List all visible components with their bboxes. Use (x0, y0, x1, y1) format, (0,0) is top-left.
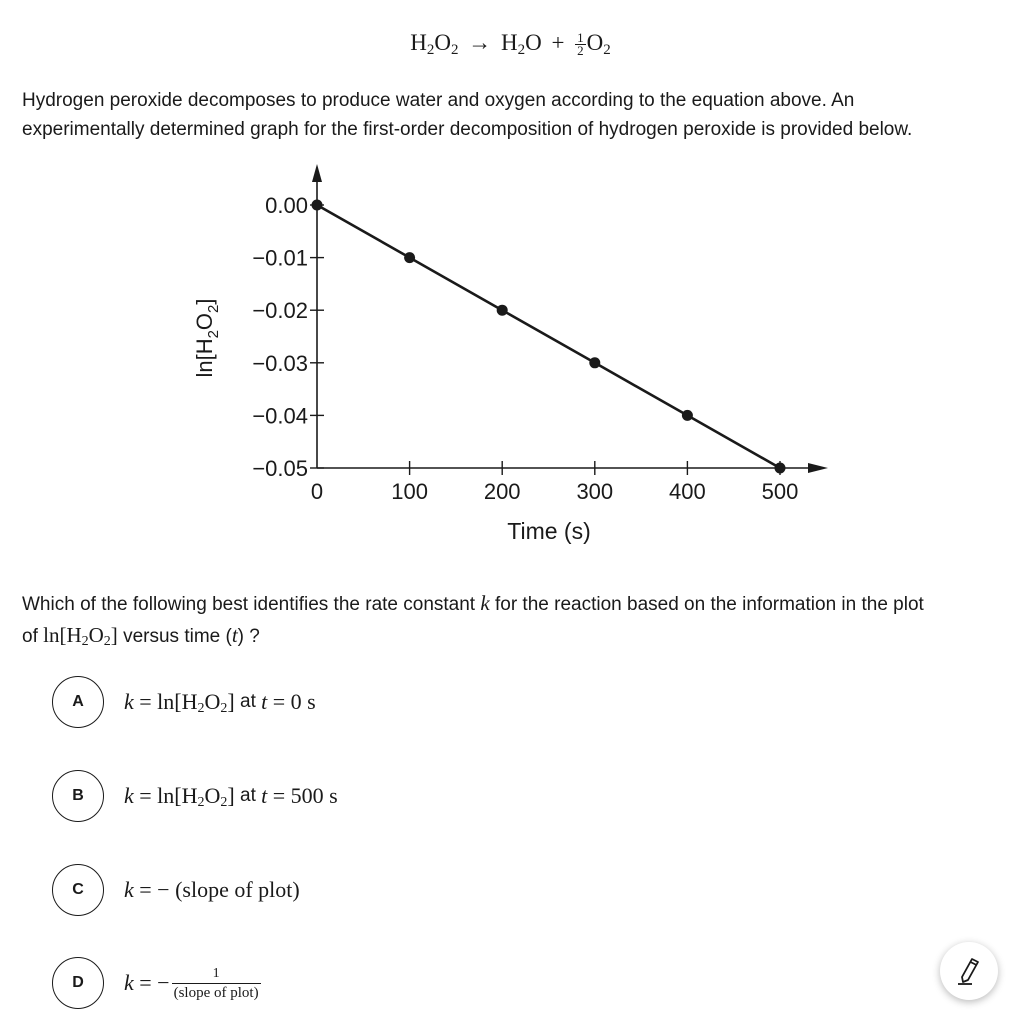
y-tick-label: −0.01 (252, 245, 308, 271)
x-axis-arrow (808, 463, 828, 473)
x-tick-label: 100 (391, 479, 428, 504)
option-d-text: k = − $\frac{1}{\text{(slope of plot)}}$ (124, 965, 259, 1001)
data-point (589, 357, 600, 368)
ln-h2o2-vs-time-chart (0, 150, 1021, 570)
option-b-text: $k = \ln[H_2O_2]$ at t = 500 s (124, 783, 338, 810)
y-axis-arrow (312, 164, 322, 182)
y-tick-label: 0.00 (265, 193, 308, 218)
option-d-letter[interactable]: D (52, 957, 104, 1009)
option-d-fraction: $\frac{1}{\text{(slope of plot)}}$ (173, 965, 259, 1001)
option-c[interactable] (52, 862, 300, 918)
option-a-letter[interactable]: A (52, 676, 104, 728)
x-tick-label: 300 (576, 479, 614, 504)
option-b-letter[interactable]: B (52, 770, 104, 822)
option-a[interactable] (52, 674, 316, 730)
data-point (775, 463, 786, 474)
data-point (682, 410, 693, 421)
option-a-text: $k = \ln[H_2O_2]$ at t = 0 s (124, 689, 316, 716)
reaction-equation: $H_2O_2 \to H_2O$ + $\frac{1}{2}$ $O_2$ (410, 30, 611, 59)
intro-line-1: Hydrogen peroxide decomposes to produce water and oxygen according to the equation above. An (22, 90, 855, 111)
option-c-text: k = − (slope of plot) (124, 877, 300, 902)
y-tick-label: −0.03 (252, 350, 308, 376)
x-tick-label: 500 (761, 479, 799, 504)
chart-series (312, 200, 786, 474)
x-tick-label: 200 (483, 479, 521, 504)
annotate-button[interactable] (940, 942, 998, 1000)
data-point (312, 200, 323, 211)
intro-line-2: experimentally determined graph for the first-order decomposition of hydrogen peroxide is provided below. (22, 119, 913, 140)
intro-text (22, 86, 1002, 144)
option-d[interactable] (52, 955, 261, 1011)
y-tick-label: −0.04 (252, 403, 308, 429)
data-point (497, 305, 508, 316)
y-tick-label: −0.02 (252, 298, 308, 324)
question-text: Which of the following best identifies the rate constant k for the reaction based on the information in the plot of $\ln[H_2O_2]$ versus time (t) ? (22, 591, 924, 649)
option-b[interactable] (52, 768, 338, 824)
chart-axes (312, 164, 828, 473)
one-half-fraction: $\frac{1}{2}$ (577, 30, 584, 59)
series-line (317, 205, 780, 468)
option-c-letter[interactable]: C (52, 864, 104, 916)
y-tick-label: −0.05 (252, 456, 308, 481)
data-point (404, 252, 415, 263)
x-tick-label: 400 (669, 479, 706, 504)
pencil-icon (956, 956, 982, 986)
x-tick-label: 0 (310, 479, 324, 504)
chart-ticks (252, 193, 798, 504)
y-axis-label: $\ln[H_2O_2]$ (192, 298, 222, 378)
x-axis-label: Time (s) (507, 518, 591, 544)
